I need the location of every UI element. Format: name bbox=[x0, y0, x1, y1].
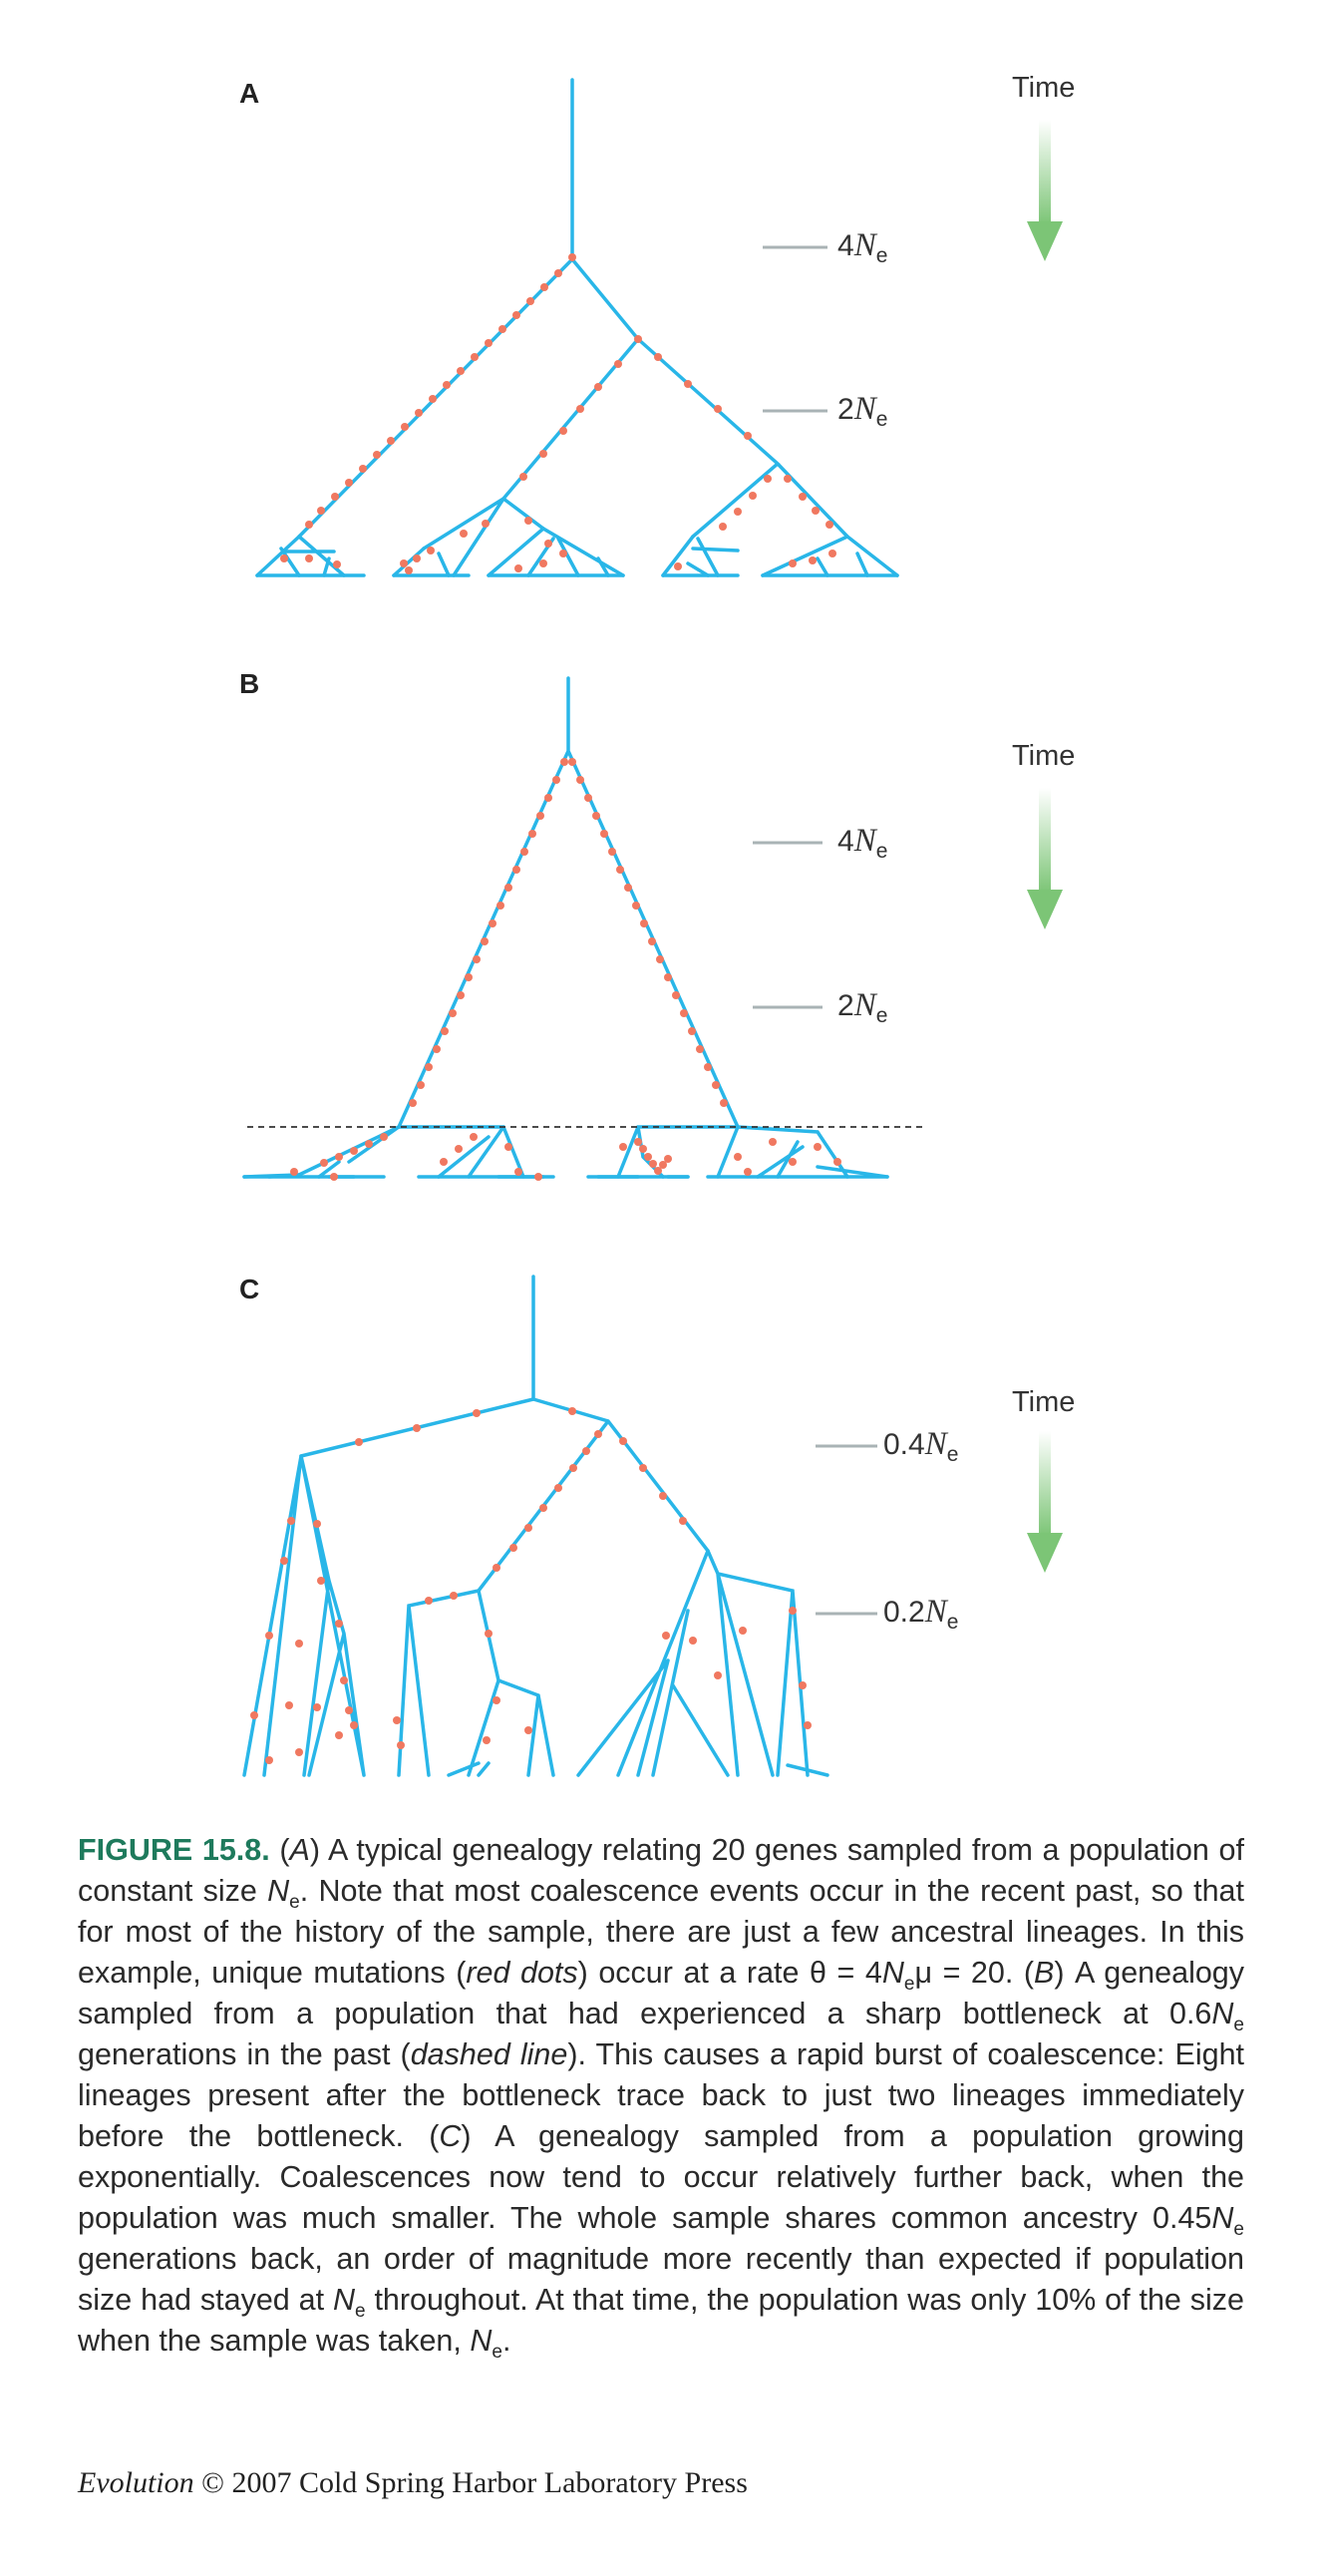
time-arrow-b bbox=[1027, 788, 1063, 929]
credit-text: © 2007 Cold Spring Harbor Laboratory Press bbox=[193, 2466, 748, 2499]
caption-text: . bbox=[501, 2324, 511, 2358]
caption-text: generations back, an order of magnitude more recently than expected if population size had stayed at bbox=[78, 2242, 1244, 2317]
tree-b-branches bbox=[244, 678, 887, 1177]
figure-label: FIGURE 15.8. bbox=[78, 1833, 270, 1867]
caption-text: ) A genealogy sampled from a population growing exponentially. Coalescences now tend to occur relatively further back, when the population was much smaller. The whole sample shares common ancestry 0.45 bbox=[78, 2119, 1244, 2235]
caption-text: ( bbox=[269, 1833, 290, 1867]
caption-ne: N bbox=[1211, 1997, 1234, 2030]
panel-label-c: C bbox=[239, 1274, 260, 1304]
credit-title: Evolution bbox=[78, 2466, 194, 2499]
tree-a-branches bbox=[257, 80, 897, 575]
caption-red-dots: red dots bbox=[466, 1956, 578, 1990]
caption-ne: N bbox=[881, 1956, 904, 1990]
caption-text: ). This causes a rapid burst of coalescence: Eight lineages present after the bottleneck trace back to just two lineages immediately before the bottleneck. ( bbox=[78, 2037, 1244, 2153]
copyright-credit bbox=[78, 2466, 748, 2500]
panel-a bbox=[0, 0, 1319, 638]
scale-label-b-1: $4N_e$ bbox=[837, 823, 888, 863]
panel-label-b: B bbox=[239, 668, 260, 699]
caption-ne-sub: e bbox=[1233, 2219, 1244, 2241]
panel-label-a: A bbox=[239, 78, 260, 109]
genealogy-a bbox=[0, 0, 1319, 638]
genealogy-b bbox=[0, 638, 1319, 1257]
caption-ne-sub: e bbox=[289, 1892, 300, 1914]
time-label-a: Time bbox=[1012, 72, 1076, 104]
caption-ne-sub: e bbox=[354, 2301, 366, 2323]
scale-label-a-1: $4N_e$ bbox=[837, 227, 888, 267]
caption-text: μ = 20. ( bbox=[914, 1956, 1035, 1990]
panel-b bbox=[0, 638, 1319, 1257]
caption-tag-c: C bbox=[439, 2119, 462, 2153]
caption-text: ) occur at a rate θ = 4 bbox=[577, 1956, 882, 1990]
tree-c-branches bbox=[244, 1277, 827, 1775]
time-arrow-a bbox=[1027, 120, 1063, 261]
caption-ne-sub: e bbox=[1233, 2015, 1244, 2036]
caption-ne-sub: e bbox=[492, 2342, 502, 2364]
caption-text: generations in the past ( bbox=[78, 2037, 411, 2071]
tree-a-mutations bbox=[280, 253, 836, 574]
panel-c bbox=[0, 1257, 1319, 1815]
caption-tag-a: A bbox=[289, 1833, 310, 1867]
time-label-b: Time bbox=[1012, 740, 1076, 772]
tree-c-mutations bbox=[250, 1407, 812, 1764]
tree-c-scale-ticks bbox=[816, 1446, 877, 1614]
caption-text: ) A genealogy sampled from a population that had experienced a sharp bottleneck at 0.6 bbox=[78, 1956, 1245, 2030]
scale-label-c-2: $0.2N_e$ bbox=[883, 1594, 959, 1634]
caption-ne: N bbox=[332, 2283, 355, 2317]
caption-ne: N bbox=[1211, 2201, 1234, 2235]
caption-text: . Note that most coalescence events occur in the recent past, so that for most of the history of the sample, there are just a few ancestral lineages. In this example, unique mutations ( bbox=[78, 1874, 1244, 1990]
caption-ne: N bbox=[267, 1874, 290, 1908]
caption-text: ) A typical genealogy relating 20 genes sampled from a population of constant size bbox=[78, 1833, 1244, 1908]
tree-b-scale-ticks bbox=[753, 843, 823, 1007]
caption-ne-sub: e bbox=[903, 1974, 915, 1996]
tree-a-scale-ticks bbox=[763, 247, 827, 411]
genealogy-c bbox=[0, 1257, 1319, 1815]
caption-tag-b: B bbox=[1034, 1956, 1055, 1990]
figure-caption bbox=[78, 1830, 1244, 2362]
scale-label-c-1: $0.4N_e$ bbox=[883, 1426, 959, 1466]
caption-ne: N bbox=[470, 2324, 493, 2358]
scale-label-a-2: $2N_e$ bbox=[837, 391, 888, 431]
time-arrow-c bbox=[1027, 1431, 1063, 1573]
caption-text: throughout. At that time, the population was only 10% of the size when the sample was taken, bbox=[78, 2283, 1245, 2358]
tree-b-mutations bbox=[290, 758, 841, 1181]
caption-dashed-line: dashed line bbox=[410, 2037, 568, 2071]
time-label-c: Time bbox=[1012, 1386, 1076, 1418]
scale-label-b-2: $2N_e$ bbox=[837, 987, 888, 1027]
